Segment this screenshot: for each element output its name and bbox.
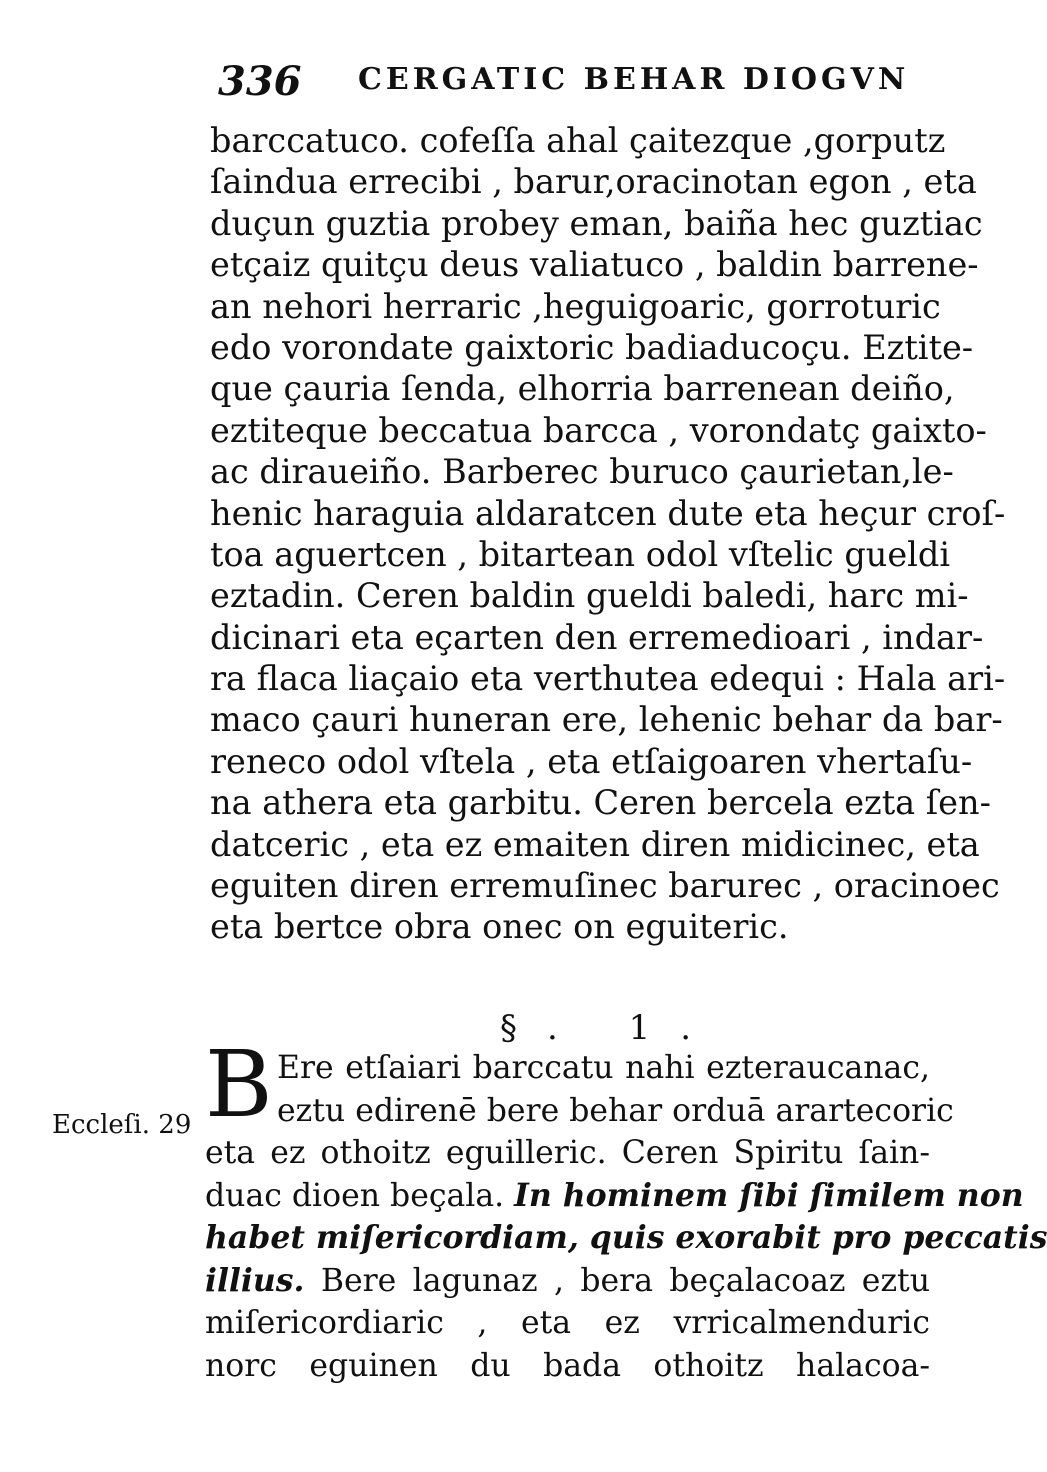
text-line: barccatuco. cofeſſa ahal çaitezque ,gorputz: [210, 121, 946, 160]
text-line: ac diraueiño. Barberec buruco çaurietan,le-: [210, 452, 954, 492]
text-line: an nehori herraric ,heguigoaric, gorroturic: [210, 286, 941, 326]
text-line: eztiteque beccatua barcca , vorondatç gaixto-: [210, 410, 987, 450]
plain-run: Bere lagunaz , bera beçalacoaz eztu: [304, 1262, 930, 1299]
text-line: dicinari eta eçarten den erremedioari , indar-: [210, 617, 984, 657]
text-line: Ere etſaiari barccatu nahi ezteraucanac,: [277, 1050, 930, 1086]
latin-quote: In hominem ſibi ſimilem non: [514, 1176, 1024, 1214]
text-line: eguiten diren erremuſinec barurec , oracinoec: [210, 866, 1000, 906]
plain-run: duac dioen beçala.: [205, 1177, 515, 1214]
main-text: [210, 120, 1006, 948]
running-title: CERGATIC BEHAR DIOGVN: [358, 62, 910, 97]
running-header: [214, 58, 934, 110]
latin-quote: illius.: [205, 1261, 305, 1299]
latin-quote: habet miſericordiam, quis exorabit pro peccatis: [205, 1219, 1047, 1256]
drop-cap: B: [205, 1031, 273, 1138]
section-mark: §. 1.: [500, 1008, 722, 1048]
page-number: 336: [218, 58, 302, 105]
section-paragraph: [205, 1031, 1047, 1387]
text-line: [205, 1175, 1024, 1218]
text-line: edo vorondate gaixtoric badiaducoçu. Eztite-: [210, 327, 974, 367]
text-line-last: eta bertce obra onec on eguiteric.: [210, 907, 789, 947]
text-line: eta ez othoitz eguilleric. Ceren Spiritu ſain-: [205, 1135, 930, 1171]
text-line: eztadin. Ceren baldin gueldi baledi, harc mi-: [210, 576, 969, 616]
text-line: [205, 1260, 930, 1303]
text-line: etçaiz quitçu deus valiatuco , baldin barrene-: [210, 245, 979, 285]
margin-note: Eccleſi. 29: [52, 1110, 192, 1140]
text-line: henic haraguia aldaratcen dute eta heçur croſ-: [210, 493, 1006, 533]
text-line: ra flaca liaçaio eta verthutea edequi : Hala ari-: [210, 659, 1006, 699]
text-line: eztu edirenē bere behar orduā arartecoric: [277, 1092, 954, 1129]
text-line: que çauria ſenda, elhorria barrenean deiño,: [210, 369, 955, 409]
text-line: miſericordiaric , eta ez vrricalmenduric: [205, 1305, 930, 1341]
text-line: datceric , eta ez emaiten diren midicinec, eta: [210, 824, 980, 864]
text-line: na athera eta garbitu. Ceren bercela ezta ſen-: [210, 783, 991, 823]
text-line: [205, 1217, 1047, 1260]
text-line: maco çauri huneran ere, lehenic behar da bar-: [210, 700, 1003, 740]
text-line: reneco odol vſtela , eta etſaigoaren vhertaſu-: [210, 741, 973, 781]
text-line: toa aguertcen , bitartean odol vſtelic gueldi: [210, 534, 951, 574]
text-line: norc eguinen du bada othoitz halacoa-: [205, 1347, 930, 1384]
text-line: ſaindua errecibi , barur,oracinotan egon , eta: [210, 162, 977, 202]
text-line: duçun guztia probey eman, baiña hec guztiac: [210, 203, 983, 243]
